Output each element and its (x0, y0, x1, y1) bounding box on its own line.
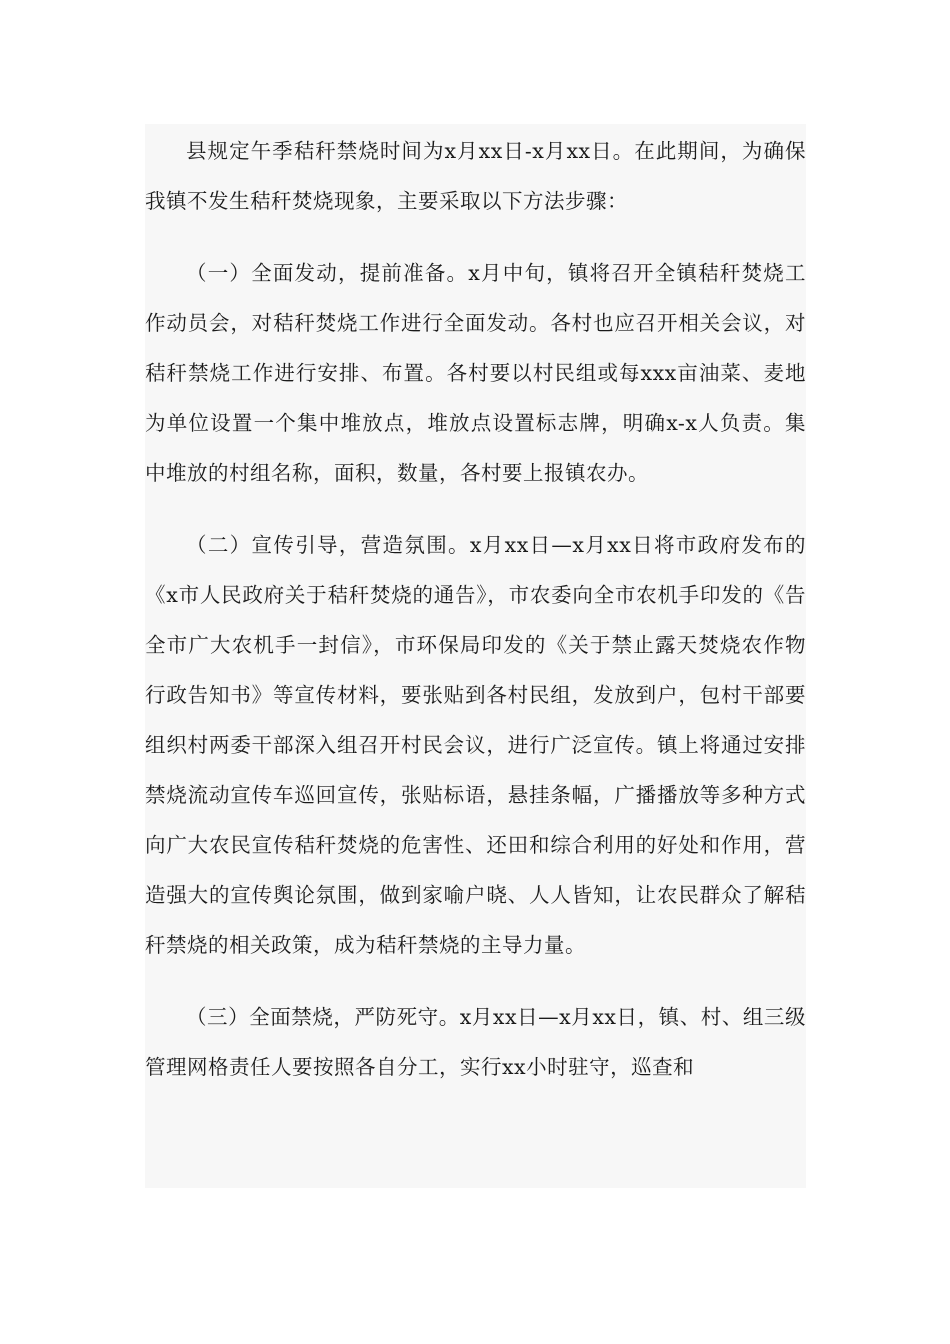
paragraph-gap (145, 498, 806, 520)
paragraph-section-3: （三）全面禁烧，严防死守。x月xx日—x月xx日，镇、村、组三级管理网格责任人要按照各自分工，实行xx小时驻守，巡查和 (145, 1005, 806, 1079)
paragraph-section-2: （二）宣传引导，营造氛围。x月xx日—x月xx日将市政府发布的《x市人民政府关于秸秆焚烧的通告》，市农委向全市农机手印发的《告全市广大农机手一封信》，市环保局印发的《关于禁止露天焚烧农作物行政告知书》等宣传材料，要张贴到各村民组，发放到户，包村干部要组织村两委干部深入组召开村民会议，进行广泛宣传。镇上将通过安排禁烧流动宣传车巡回宣传，张贴标语，悬挂条幅，广播播放等多种方式向广大农民宣传秸秆焚烧的危害性、还田和综合利用的好处和作用，营造强大的宣传舆论氛围，做到家喻户晓、人人皆知，让农民群众了解秸秆禁烧的相关政策，成为秸秆禁烧的主导力量。 (145, 533, 806, 957)
paragraph-gap (145, 226, 806, 248)
document-page (145, 124, 806, 1188)
paragraph-intro: 县规定午季秸秆禁烧时间为x月xx日-x月xx日。在此期间，为确保我镇不发生秸秆焚烧现象，主要采取以下方法步骤： (145, 139, 806, 213)
paragraph-gap (145, 970, 806, 992)
paragraph-section-1: （一）全面发动，提前准备。x月中旬，镇将召开全镇秸秆焚烧工作动员会，对秸秆焚烧工作进行全面发动。各村也应召开相关会议，对秸秆禁烧工作进行安排、布置。各村要以村民组或每xxx亩油菜、麦地为单位设置一个集中堆放点，堆放点设置标志牌，明确x-x人负责。集中堆放的村组名称，面积，数量，各村要上报镇农办。 (145, 261, 806, 485)
